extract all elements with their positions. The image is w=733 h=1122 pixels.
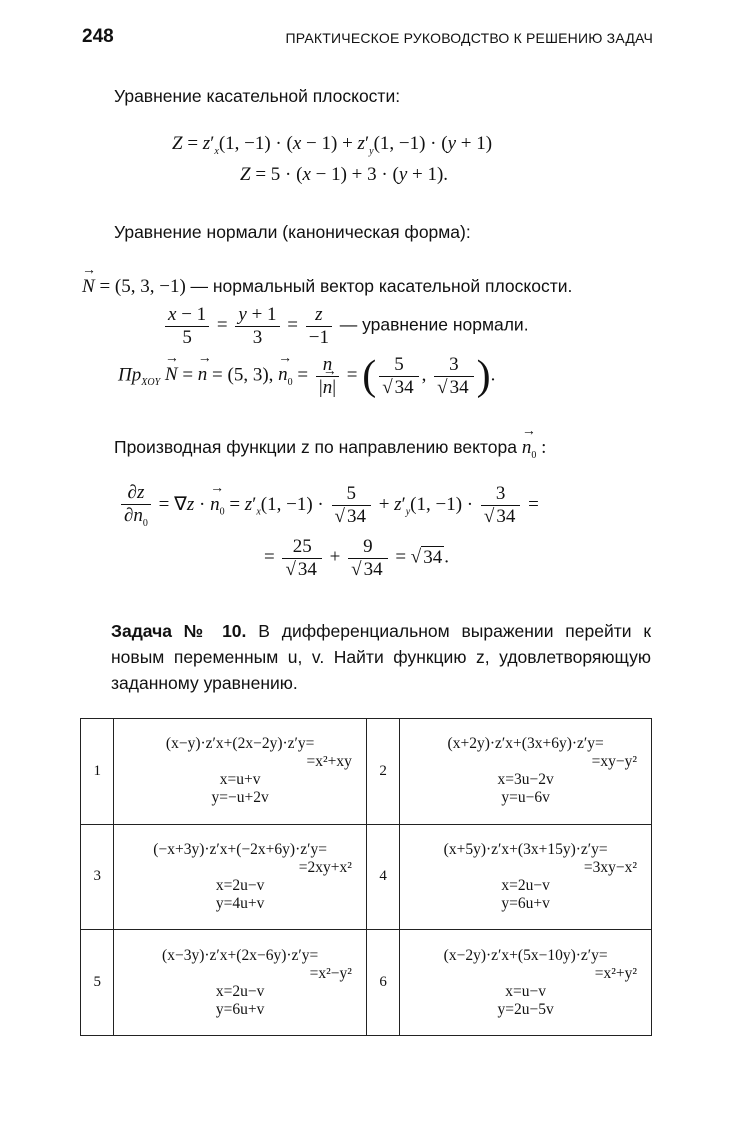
equation-line: (x+2y)·z′x+(3x+6y)·z′y= [447,735,604,753]
substitution-x: x=2u−v [501,876,550,894]
directional-derivative-2: = $\frac{25}{√ 34}$ + $\frac{9}{√ 34}$ = √ 34 . [264,536,449,580]
variant-number: 2 [366,719,399,825]
variant-cell [400,824,652,930]
normal-vector-line: → N = (5, 3, −1) — нормальный вектор касательной плоскости. [82,276,572,298]
normal-heading: Уравнение нормали (каноническая форма): [114,222,471,242]
directional-heading-text: Производная функции z по направлению вектора [114,437,517,457]
equation-rhs: =2xy+x² [298,858,352,876]
substitution-x: x=2u−v [215,982,265,1000]
substitution-x: x=u+v [219,771,261,789]
variant-number: 6 [366,930,399,1036]
tangent-plane-heading: Уравнение касательной плоскости: [114,86,401,106]
variant-cell [114,719,366,825]
problem-statement [111,618,651,696]
table-row [81,719,652,825]
equation-rhs: =x²−y² [309,964,352,982]
problem-text: В дифференциальном выражении перейти к новым переменным u, v. Найти функцию z, удовлетворяющую заданному уравнению. [111,621,651,693]
problem-table [80,718,652,1036]
variant-number: 5 [81,930,114,1036]
directional-derivative-1: $\frac{\partial z}{\partial n_0}$ = ∇z · → $n_0 = z'_x(1$, −1) · $\frac{5}{√ 34}$ + $z'_y(1$, −1) · $\frac{3}{√ 34}$ = [118,482,539,529]
normal-vector-caption: — нормальный вектор касательной плоскости. [190,276,573,296]
equation-rhs: =x²+y² [594,964,637,982]
equation-rhs: =xy−y² [591,753,637,771]
projection-line: $Пр_{XOY} \to N$ = → n = (5, 3), → $n_0$ = $\frac{n}{|\to n|}$ = ( $\frac{5}{√ 34}$ , $\frac{3}{√ 34}$ ). [118,352,495,400]
variant-cell [114,824,366,930]
substitution-y: y=4u+v [215,894,265,912]
variant-number: 4 [366,824,399,930]
normal-eq-caption: — уравнение нормали. [339,314,529,335]
normal-equation-line: $\frac{x - 1}{5}$ = $\frac{y + 1}{3}$ = $\frac{z}{-1}$ — уравнение нормали. [162,304,529,349]
tangent-plane-formula-1: $Z = z'_x(1$, $-1) \cdot (x - 1) + z'_y(1$, −1) · (y + 1) [172,133,493,157]
variant-cell [400,930,652,1036]
substitution-y: y=6u+v [215,1000,265,1018]
equation-line: (x−y)·z′x+(2x−2y)·z′y= [165,735,315,753]
problem-label: Задача № 10. [111,621,247,641]
substitution-x: x=u−v [505,982,547,1000]
equation-line: (x−2y)·z′x+(5x−10y)·z′y= [443,946,608,964]
tangent-plane-formula-2: Z = 5 · (x − 1) + 3 · (y + 1). [240,164,449,185]
equation-line: (x+5y)·z′x+(3x+15y)·z′y= [443,840,608,858]
variant-cell [400,719,652,825]
variant-number: 3 [81,824,114,930]
substitution-x: x=2u−v [215,876,265,894]
substitution-x: x=3u−2v [497,771,554,789]
running-title: ПРАКТИЧЕСКОЕ РУКОВОДСТВО К РЕШЕНИЮ ЗАДАЧ [285,30,653,46]
variant-number: 1 [81,719,114,825]
substitution-y: y=−u+2v [211,789,269,807]
substitution-y: y=2u−5v [497,1000,554,1018]
equation-line: (x−3y)·z′x+(2x−6y)·z′y= [162,946,319,964]
directional-heading: Производная функции z по направлению вектора → $n_0$ : [114,437,546,461]
equation-rhs: =x²+xy [306,753,352,771]
variant-cell [114,930,366,1036]
substitution-y: y=u−6v [501,789,550,807]
equation-rhs: =3xy−x² [583,858,637,876]
substitution-y: y=6u+v [501,894,550,912]
table-row [81,824,652,930]
page-number: 248 [82,26,114,47]
table-row [81,930,652,1036]
equation-line: (−x+3y)·z′x+(−2x+6y)·z′y= [153,840,328,858]
